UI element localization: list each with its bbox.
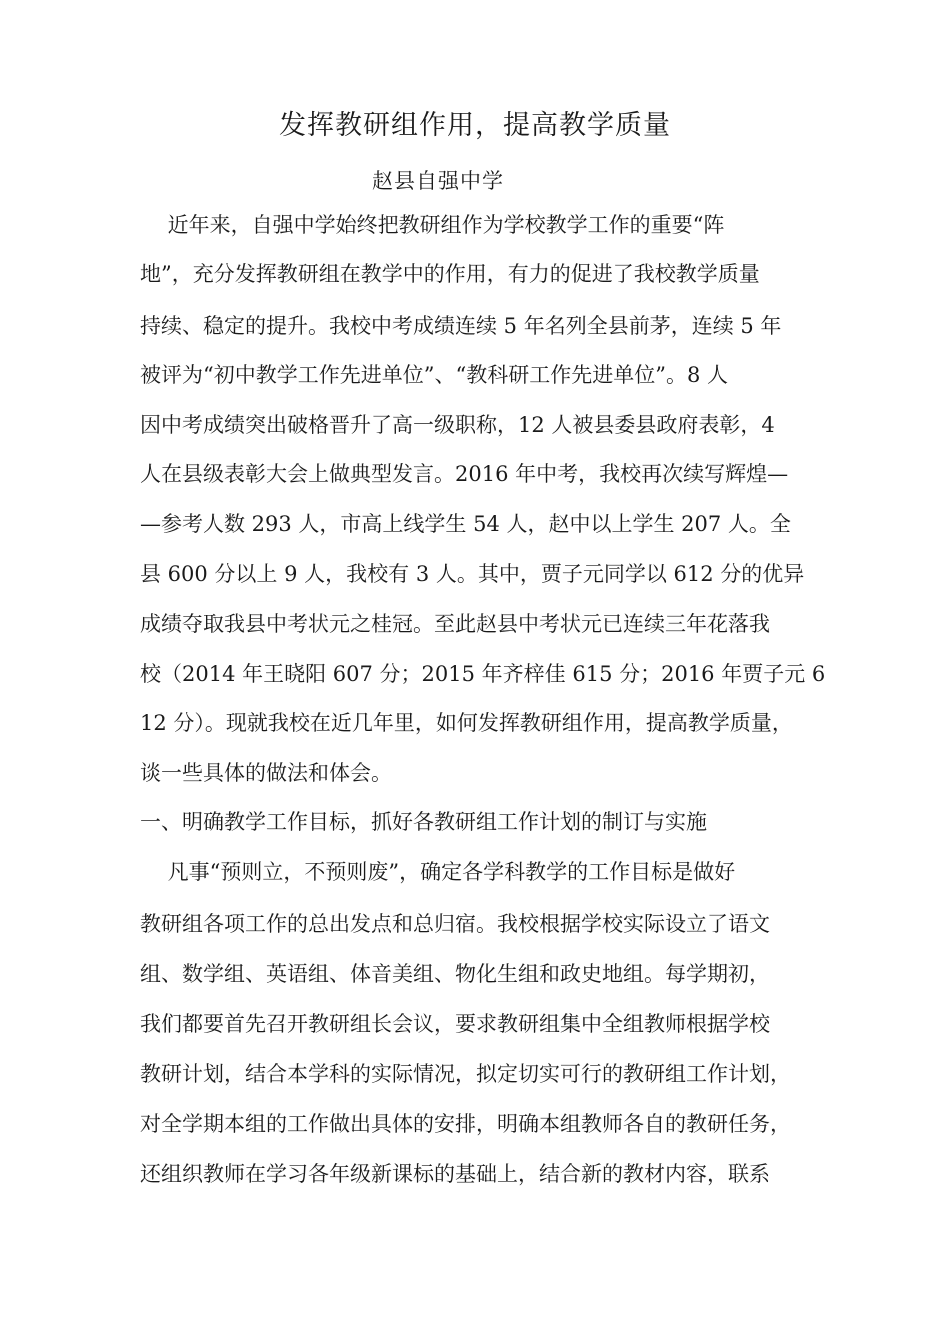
body-line: 因中考成绩突出破格晋升了高一级职称，12 人被县委县政府表彰，4	[140, 413, 775, 437]
body-line: 持续、稳定的提升。我校中考成绩连续 5 年名列全县前茅，连续 5 年	[140, 314, 782, 338]
body-line: 成绩夺取我县中考状元之桂冠。至此赵县中考状元已连续三年花落我	[140, 612, 770, 636]
body-line: 地”，充分发挥教研组在教学中的作用，有力的促进了我校教学质量	[140, 262, 760, 286]
body-line: 我们都要首先召开教研组长会议，要求教研组集中全组教师根据学校	[140, 1012, 770, 1036]
body-line: 凡事“预则立，不预则废”，确定各学科教学的工作目标是做好	[140, 860, 736, 884]
document-author: 赵县自强中学	[372, 169, 504, 193]
body-line: 教研计划，结合本学科的实际情况，拟定切实可行的教研组工作计划，	[140, 1062, 791, 1086]
body-line: 12 分）。现就我校在近几年里，如何发挥教研组作用，提高教学质量，	[140, 711, 793, 735]
body-line: 对全学期本组的工作做出具体的安排，明确本组教师各自的教研任务，	[140, 1112, 791, 1136]
section-heading: 一、明确教学工作目标，抓好各教研组工作计划的制订与实施	[140, 810, 707, 834]
body-line: 县 600 分以上 9 人，我校有 3 人。其中，贾子元同学以 612 分的优异	[140, 562, 805, 586]
body-line: 教研组各项工作的总出发点和总归宿。我校根据学校实际设立了语文	[140, 912, 770, 936]
body-line: —参考人数 293 人，市高上线学生 54 人，赵中以上学生 207 人。全	[140, 512, 791, 536]
body-line: 校（2014 年王晓阳 607 分；2015 年齐梓佳 615 分；2016 年贾子元 6	[140, 662, 826, 686]
body-line: 近年来，自强中学始终把教研组作为学校教学工作的重要“阵	[140, 213, 725, 237]
document-title: 发挥教研组作用，提高教学质量	[279, 110, 671, 141]
body-line: 组、数学组、英语组、体音美组、物化生组和政史地组。每学期初，	[140, 962, 770, 986]
body-line: 人在县级表彰大会上做典型发言。2016 年中考，我校再次续写辉煌—	[140, 462, 789, 486]
body-line: 还组织教师在学习各年级新课标的基础上，结合新的教材内容，联系	[140, 1162, 770, 1186]
body-line: 被评为“初中教学工作先进单位”、“教科研工作先进单位”。8 人	[140, 363, 728, 387]
body-line: 谈一些具体的做法和体会。	[140, 761, 392, 785]
